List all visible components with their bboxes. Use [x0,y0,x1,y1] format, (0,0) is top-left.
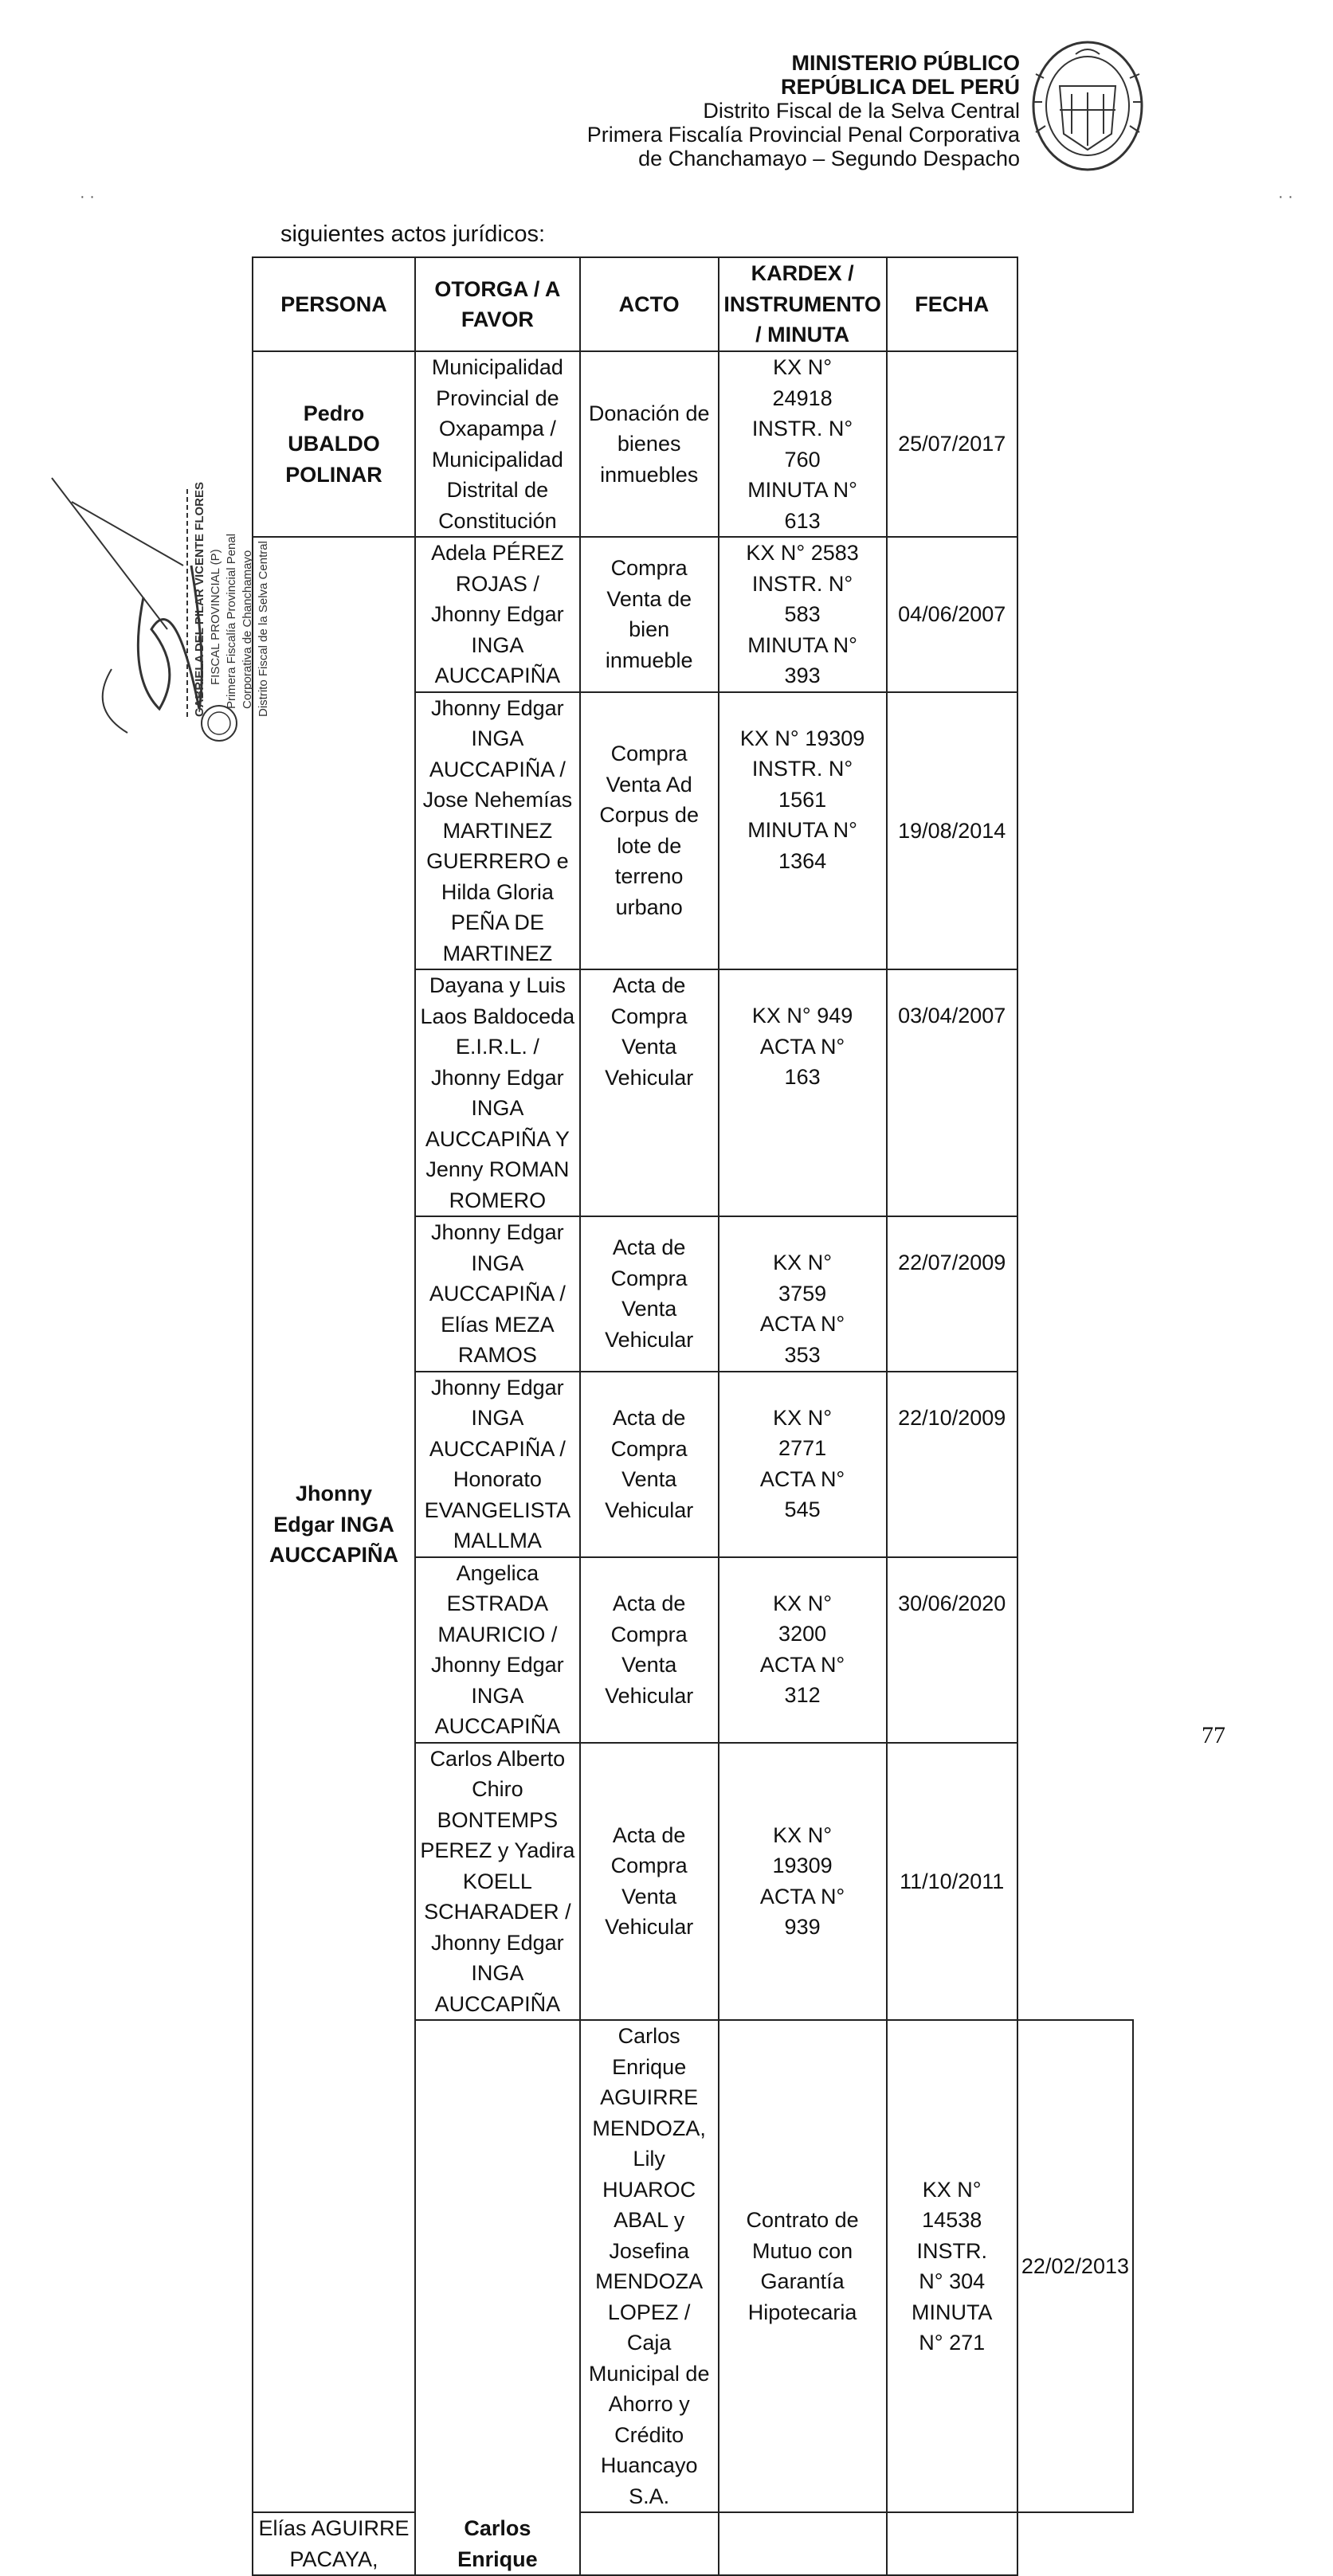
stamp-name: GABRIELA DEL PILAR VICENTE FLORES [193,481,206,717]
header-country: REPÚBLICA DEL PERÚ [780,75,1020,99]
acto-cell: Acta de Compra Venta Vehicular [580,1557,719,1743]
acto-cell: Acta de Compra Venta Vehicular [580,969,719,1216]
kardex-cell: KX N° 14538 INSTR. N° 304 MINUTA N° 271 [887,2020,1017,2512]
table-row [253,2512,1133,2575]
header-kardex-text: KARDEX / INSTRUMENTO / MINUTA [723,261,881,347]
acto-cell: Compra Venta de bien inmueble [580,537,719,692]
fecha-cell: 04/06/2007 [887,537,1017,692]
fecha-cell: 30/06/2020 [887,1557,1017,1743]
fecha-cell: 22/02/2013 [1017,2020,1133,2512]
small-seal-icon [202,706,237,741]
stamp-district: Distrito Fiscal de la Selva Central [257,541,270,717]
kardex-cell: KX N° 2583 INSTR. N° 583 MINUTA N° 393 [719,537,887,692]
stamp-office: Primera Fiscalía Provincial Penal [225,533,238,709]
header-acto: ACTO [580,257,719,351]
page-number: 77 [1202,1722,1225,1748]
kardex-cell: KX N° 19309 INSTR. N° 1561 MINUTA N° 1364 [719,692,887,970]
acto-cell: Acta de Compra Venta Vehicular [580,1372,719,1557]
table-row [253,537,1133,692]
fecha-cell: 25/07/2017 [887,351,1017,537]
acto-cell: Acta de Compra Venta Vehicular [580,1743,719,2021]
header-fecha: FECHA [887,257,1017,351]
acto-cell: Contrato de Mutuo con Garantía Hipotecaria [719,2020,887,2512]
official-seal-icon [1028,30,1147,182]
otorga-cell: Elías AGUIRRE PACAYA, [253,2512,415,2575]
header-office-location: de Chanchamayo – Segundo Despacho [638,147,1020,170]
acto-cell: Compra Venta Ad Corpus de lote de terreno urbano [580,692,719,970]
fecha-cell: 19/08/2014 [887,692,1017,970]
header-persona: PERSONA [253,257,415,351]
acto-cell [580,2512,719,2575]
header-district: Distrito Fiscal de la Selva Central [703,99,1020,123]
otorga-cell: Angelica ESTRADA MAURICIO / Jhonny Edgar INGA AUCCAPIÑA [415,1557,580,1743]
otorga-cell: Adela PÉREZ ROJAS / Jhonny Edgar INGA AUCCAPIÑA [415,537,580,692]
otorga-cell: Jhonny Edgar INGA AUCCAPIÑA / Elías MEZA RAMOS [415,1216,580,1372]
otorga-cell: Dayana y Luis Laos Baldoceda E.I.R.L. / Jhonny Edgar INGA AUCCAPIÑA Y Jenny ROMAN ROMERO [415,969,580,1216]
stamp-role: FISCAL PROVINCIAL (P) [209,549,222,685]
acto-cell: Donación de bienes inmuebles [580,351,719,537]
signature-stroke [52,478,183,629]
scan-mark: · · [80,188,95,206]
legal-acts-table [252,256,1134,2576]
kardex-cell: KX N° 2771 ACTA N° 545 [719,1372,887,1557]
fecha-cell: 22/10/2009 [887,1372,1017,1557]
acto-cell: Acta de Compra Venta Vehicular [580,1216,719,1372]
kardex-cell: KX N° 3200 ACTA N° 312 [719,1557,887,1743]
kardex-cell: KX N° 3759 ACTA N° 353 [719,1216,887,1372]
signature-stroke [103,669,127,733]
otorga-cell: Jhonny Edgar INGA AUCCAPIÑA / Jose Nehemías MARTINEZ GUERRERO e Hilda Gloria PEÑA DE MARTINEZ [415,692,580,970]
intro-text: siguientes actos jurídicos: [280,221,546,247]
header-ministry: MINISTERIO PÚBLICO [791,51,1020,75]
persona-cell: Carlos Enrique [415,2020,580,2575]
fecha-cell [887,2512,1017,2575]
kardex-cell: KX N° 24918 INSTR. N° 760 MINUTA N° 613 [719,351,887,537]
otorga-cell: Jhonny Edgar INGA AUCCAPIÑA / Honorato EVANGELISTA MALLMA [415,1372,580,1557]
table-header-row [253,257,1133,351]
signature-stamp [48,470,271,757]
persona-cell: Jhonny Edgar INGA AUCCAPIÑA [253,537,415,2512]
fecha-cell: 11/10/2011 [887,1743,1017,2021]
otorga-cell: Municipalidad Provincial de Oxapampa / Municipalidad Distrital de Constitución [415,351,580,537]
scan-mark: · · [1278,188,1293,206]
kardex-cell: KX N° 19309 ACTA N° 939 [719,1743,887,2021]
table-row [253,351,1133,537]
header-kardex [719,257,887,351]
persona-cell: Pedro UBALDO POLINAR [253,351,415,537]
document-header [587,51,1020,170]
kardex-cell [719,2512,887,2575]
kardex-cell: KX N° 949 ACTA N° 163 [719,969,887,1216]
otorga-cell: Carlos Enrique AGUIRRE MENDOZA, Lily HUAROC ABAL y Josefina MENDOZA LOPEZ / Caja Municipal de Ahorro y Crédito Huancayo S.A. [580,2020,719,2512]
header-office: Primera Fiscalía Provincial Penal Corporativa [586,123,1020,147]
otorga-cell: Carlos Alberto Chiro BONTEMPS PEREZ y Yadira KOELL SCHARADER / Jhonny Edgar INGA AUCCAPIÑA [415,1743,580,2021]
stamp-office: Corporativa de Chanchamayo [241,550,254,709]
fecha-cell: 03/04/2007 [887,969,1017,1216]
fecha-cell: 22/07/2009 [887,1216,1017,1372]
header-otorga: OTORGA / A FAVOR [415,257,580,351]
